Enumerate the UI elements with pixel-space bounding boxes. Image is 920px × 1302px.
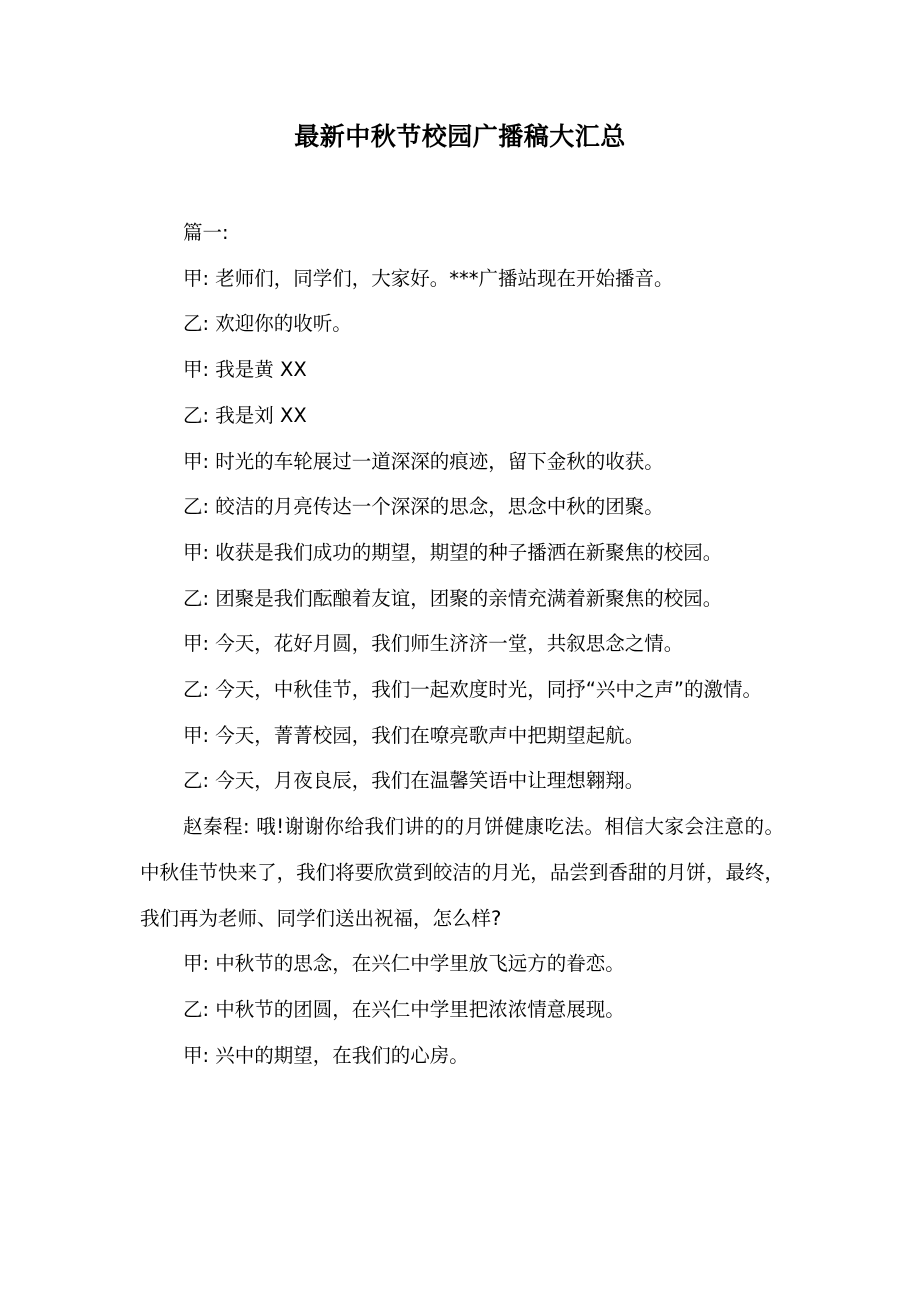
- paragraph: 赵秦程: 哦!谢谢你给我们讲的的月饼健康吃法。相信大家会注意的。中秋佳节快来了，我们将要欣赏到皎洁的月光，品尝到香甜的月饼，最终，我们再为老师、同学们送出祝福，怎么样?: [140, 815, 784, 930]
- document-title: 最新中秋节校园广播稿大汇总: [294, 122, 626, 151]
- paragraph: 甲: 我是黄 XX: [183, 358, 307, 382]
- paragraph: 甲: 今天，菁菁校园，我们在嘹亮歌声中把期望起航。: [183, 723, 645, 747]
- paragraph: 乙: 今天，中秋佳节，我们一起欢度时光，同抒“兴中之声”的激情。: [183, 678, 762, 702]
- paragraph: 乙: 欢迎你的收听。: [183, 312, 352, 336]
- paragraph: 乙: 皎洁的月亮传达一个深深的思念，思念中秋的团聚。: [183, 495, 664, 519]
- paragraph: 乙: 我是刘 XX: [183, 403, 307, 427]
- paragraph: 甲: 中秋节的思念，在兴仁中学里放飞远方的眷恋。: [183, 952, 625, 976]
- paragraph: 甲: 老师们，同学们，大家好。***广播站现在开始播音。: [183, 266, 674, 290]
- paragraph: 甲: 兴中的期望，在我们的心房。: [183, 1043, 469, 1067]
- paragraph: 甲: 时光的车轮展过一道深深的痕迹，留下金秋的收获。: [183, 449, 664, 473]
- paragraph: 乙: 今天，月夜良辰，我们在温馨笑语中让理想翱翔。: [183, 769, 645, 793]
- paragraph: 甲: 今天，花好月圆，我们师生济济一堂，共叙思念之情。: [183, 632, 684, 656]
- paragraph: 甲: 收获是我们成功的期望，期望的种子播洒在新聚焦的校园。: [183, 540, 723, 564]
- document-body: [140, 210, 784, 1078]
- paragraph: 乙: 中秋节的团圆，在兴仁中学里把浓浓情意展现。: [183, 997, 625, 1021]
- paragraph: 乙: 团聚是我们酝酿着友谊，团聚的亲情充满着新聚焦的校园。: [183, 586, 723, 610]
- paragraph-section-label: 篇一:: [183, 221, 229, 244]
